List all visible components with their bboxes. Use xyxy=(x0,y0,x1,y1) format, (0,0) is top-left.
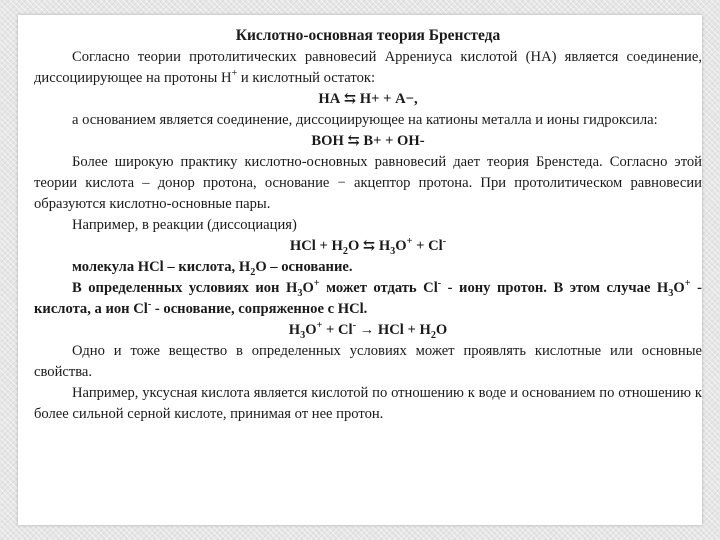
paragraph-text: O xyxy=(302,280,314,296)
superscript: - xyxy=(352,320,356,332)
paragraph-example-intro: Например, в реакции (диссоциация) xyxy=(72,217,297,233)
paragraph-text: В определенных условиях ион H xyxy=(72,280,298,296)
paragraph-arrhenius xyxy=(34,47,702,89)
slide-content xyxy=(34,25,702,425)
paragraph-text: O xyxy=(673,280,685,296)
paragraph-bronsted: Более широкую практику кислотно-основных равновесий дает теория Бренстеда. Согласно этой теории кислота – донор протона, основание − акцептор протона. При протолитическом равновесии образуются кислотно-основные пары. xyxy=(34,154,702,212)
superscript: + xyxy=(231,68,238,80)
slide xyxy=(18,15,702,525)
subscript: 3 xyxy=(297,287,303,299)
paragraph-base-definition: а основанием является соединение, диссоциирующее на катионы металла и ионы гидроксила: xyxy=(72,112,658,128)
equation-part: O ⇆ H xyxy=(347,238,391,254)
equation-part: + Cl xyxy=(322,322,353,338)
paragraph-text: может отдать Cl xyxy=(319,280,438,296)
paragraph-text: молекула HCl – кислота, H xyxy=(72,259,251,275)
subscript: 3 xyxy=(390,245,396,257)
subscript: 2 xyxy=(342,245,348,257)
paragraph-conjugate-pair xyxy=(34,278,702,320)
equation-part: O xyxy=(305,322,317,338)
equation-part: → HCl + H xyxy=(356,322,431,338)
superscript: + xyxy=(406,236,413,248)
paragraph-text: и кислотный остаток: xyxy=(237,70,376,86)
slide-title: Кислотно-основная теория Бренстеда xyxy=(235,27,501,44)
equation-hcl-dissociation xyxy=(34,236,702,257)
subscript: 2 xyxy=(250,266,256,278)
equation-part: + Cl xyxy=(412,238,443,254)
superscript: - xyxy=(442,236,447,248)
equation-part: O xyxy=(395,238,407,254)
equation-acid-dissociation: НА ⇆ Н+ + А−, xyxy=(318,91,418,107)
paragraph-text: Согласно теории протолитических равновесий Аррениуса кислотой (НА) является соединение, диссоциирующее на протоны Н xyxy=(34,49,702,86)
paragraph-text: - основание, сопряженное с HCl. xyxy=(151,301,368,317)
equation-part: H xyxy=(288,322,301,338)
subscript: 2 xyxy=(430,329,436,341)
paragraph-text: - кислота, а ион Cl xyxy=(34,280,702,317)
paragraph-amphoteric: Одно и тоже вещество в определенных условиях может проявлять кислотные или основные свойства. xyxy=(34,343,702,380)
paragraph-text: - иону протон. В этом случае H xyxy=(441,280,669,296)
paragraph-acetic-acid: Например, уксусная кислота является кислотой по отношению к воде и основанием по отношению к более сильной серной кислоте, принимая от нее протон. xyxy=(34,385,702,422)
superscript: + xyxy=(684,278,691,290)
equation-reverse-reaction xyxy=(34,320,702,341)
equation-part: HCl + H xyxy=(289,238,343,254)
subscript: 3 xyxy=(300,329,306,341)
equation-part: O xyxy=(435,322,448,338)
subscript: 3 xyxy=(668,287,674,299)
superscript: + xyxy=(316,320,323,332)
superscript: - xyxy=(437,278,442,290)
paragraph-molecule-roles xyxy=(34,257,702,278)
superscript: + xyxy=(313,278,320,290)
equation-base-dissociation: ВОН ⇆ В+ + ОН- xyxy=(311,133,425,149)
superscript: - xyxy=(147,299,152,311)
paragraph-text: O – основание. xyxy=(255,259,353,275)
